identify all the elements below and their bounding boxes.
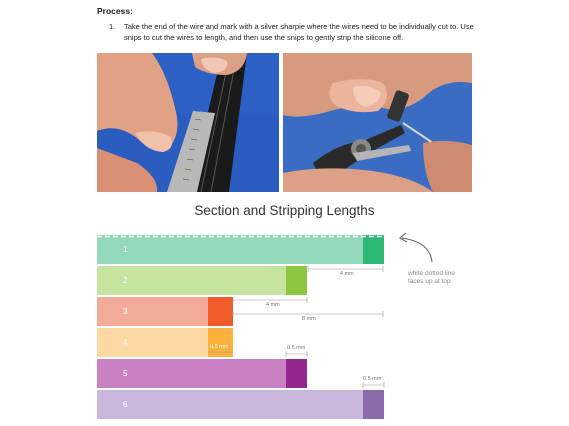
process-heading: Process:	[97, 6, 133, 16]
annotation-line-1: white dotted line	[408, 270, 455, 277]
dim-label-d3: 8 mm	[302, 316, 316, 322]
step-number: 1.	[109, 22, 116, 31]
figure-title: Section and Stripping Lengths	[194, 203, 375, 218]
annotation-note	[408, 270, 478, 286]
annotation-line-2: faces up at top	[408, 278, 451, 285]
dim-label-d5: 0.5 mm	[287, 345, 306, 351]
dim-label-d1: 4 mm	[340, 271, 354, 277]
curved-arrow-icon	[400, 233, 432, 262]
wire-3-label: 3	[123, 307, 128, 316]
dim-label-d4: 0.5 mm	[210, 344, 229, 350]
wire-1-label: 1	[123, 245, 128, 254]
dim-label-d2: 4 mm	[266, 302, 280, 308]
wire-2-label: 2	[123, 276, 128, 285]
wire-5-label: 5	[123, 369, 128, 378]
step-text: Take the end of the wire and mark with a silver sharpie where the wires need to be individually cut to. Use snips to cut the wires to length, and then use the snips to gently strip the silicone off.	[124, 22, 474, 42]
wire-4-label: 4	[123, 338, 128, 347]
dim-label-d6: 0.5 mm	[363, 376, 382, 382]
wire-6-label: 6	[123, 400, 128, 409]
